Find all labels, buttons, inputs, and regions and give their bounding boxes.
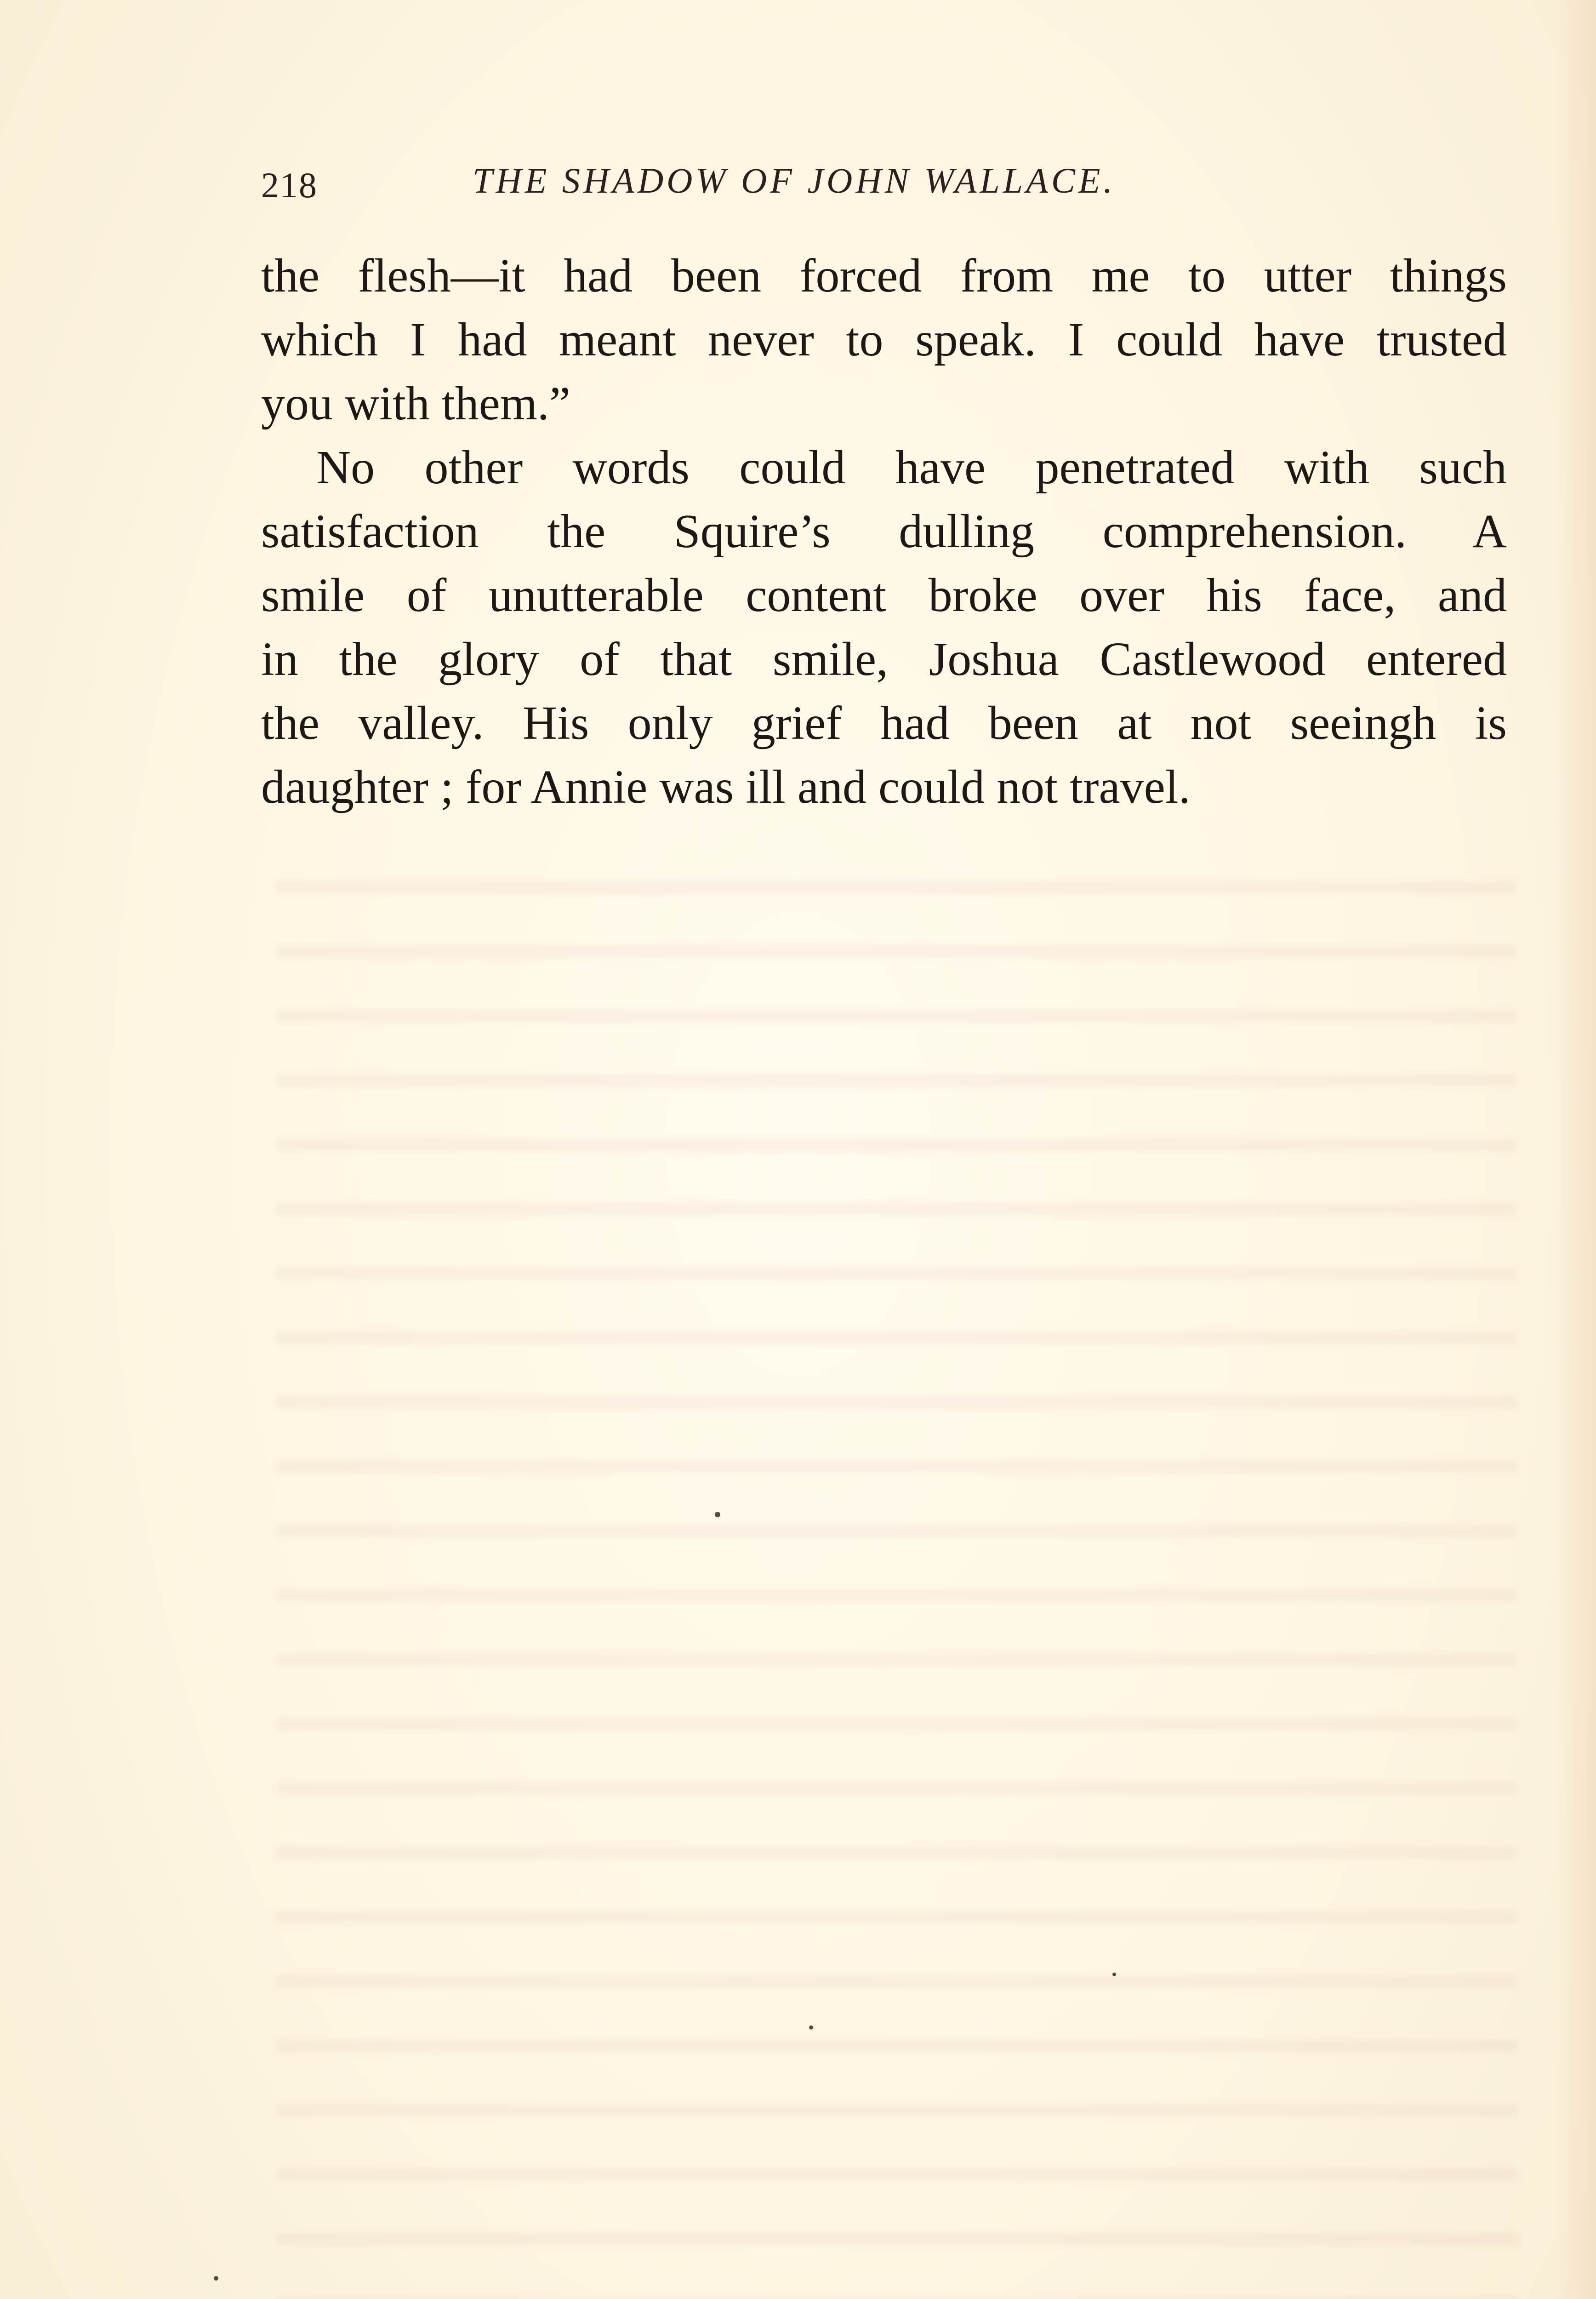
text-line: in the glory of that smile, Joshua Castlewood entered <box>261 633 1507 686</box>
text-line: satisfaction the Squire’s dulling comprehension. A <box>261 505 1507 558</box>
text-line: the valley. His only grief had been at not seeingh is <box>261 697 1507 749</box>
paper-speck <box>715 1512 720 1517</box>
reverse-side-show-through <box>276 837 1517 2299</box>
paper-speck <box>1112 1973 1116 1976</box>
paper-speck <box>809 2025 813 2030</box>
text-line: daughter ; for Annie was ill and could not travel. <box>261 761 1191 813</box>
page-edge-shadow <box>1555 0 1596 2299</box>
body-text <box>261 244 1507 819</box>
text-line: which I had meant never to speak. I could have trusted <box>261 313 1507 366</box>
text-line: No other words could have penetrated with such <box>316 441 1507 494</box>
paper-speck <box>214 2276 218 2281</box>
text-line: you with them.” <box>261 377 571 430</box>
running-head <box>261 156 1323 212</box>
book-title: THE SHADOW OF JOHN WALLACE. <box>473 160 1116 200</box>
text-line: the flesh—it had been forced from me to utter things <box>261 249 1507 302</box>
page-number: 218 <box>261 165 318 205</box>
text-line: smile of unutterable content broke over his face, and <box>261 569 1507 622</box>
